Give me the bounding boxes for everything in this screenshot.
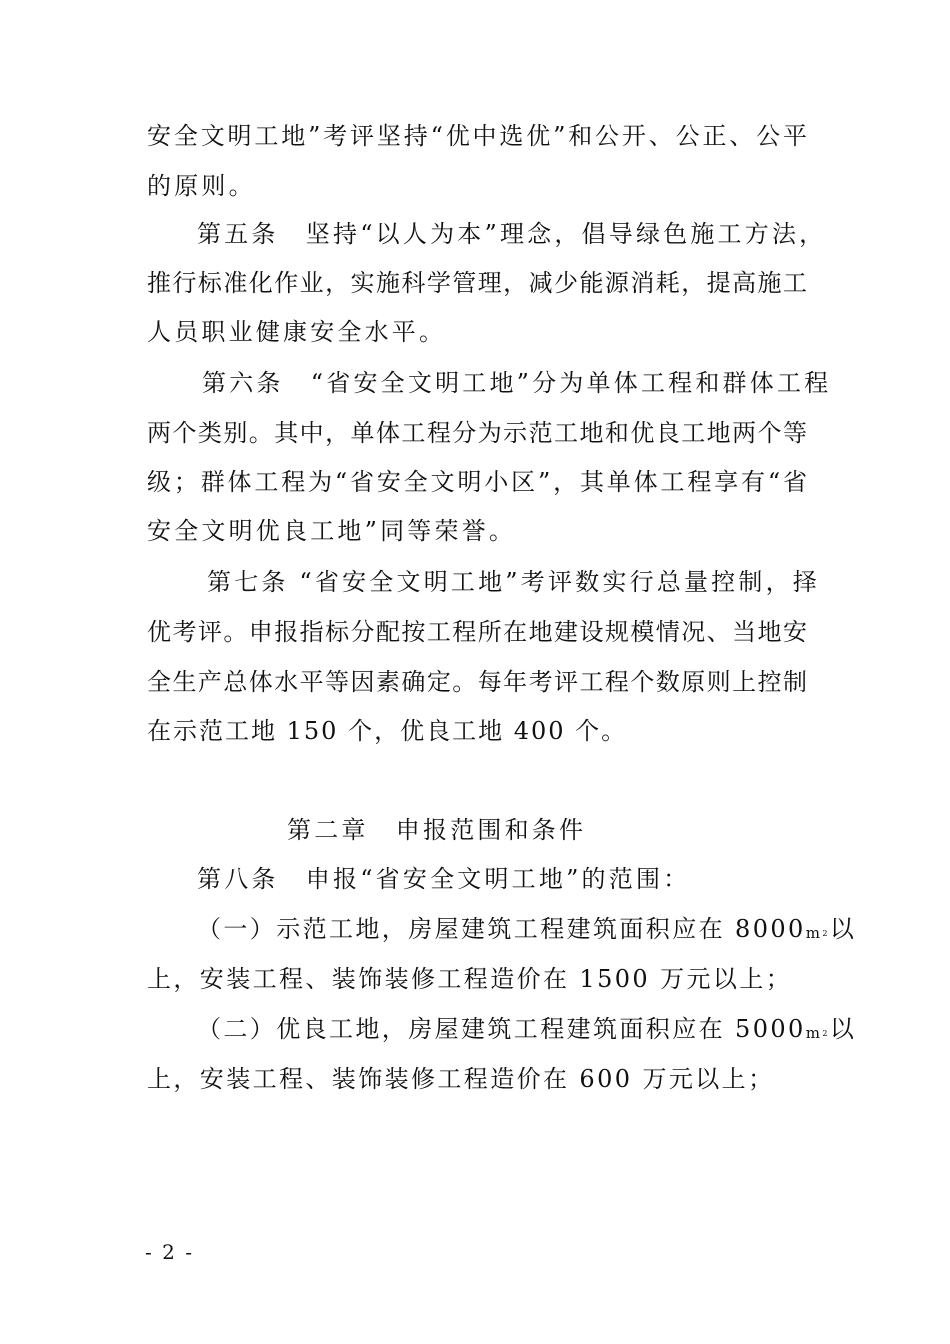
paragraph-line: 上，安装工程、装饰装修工程造价在 1500 万元以上； [147,965,793,993]
item-2-line [197,1014,856,1048]
chapter-heading: 第二章 申报范围和条件 [287,816,587,844]
page-number: - 2 - [145,1240,194,1264]
square-meter-unit: $m^2$ [805,1024,830,1042]
paragraph-line: 的原则。 [147,172,256,200]
paragraph-line: 推行标准化作业，实施科学管理，减少能源消耗，提高施工 [147,269,807,297]
item-2-suffix: 以 [829,1015,857,1043]
paragraph-line: 全生产总体水平等因素确定。每年考评工程个数原则上控制 [147,668,807,696]
item-2-text: （二）优良工地，房屋建筑工程建筑面积应在 5000 [197,1015,806,1043]
item-1-suffix: 以 [829,915,857,943]
paragraph-line: 安全文明优良工地”同等荣誉。 [147,517,517,545]
paragraph-line: 上，安装工程、装饰装修工程造价在 600 万元以上； [147,1065,775,1093]
item-1-text: （一）示范工地，房屋建筑工程建筑面积应在 8000 [197,915,806,943]
item-1-line [197,914,856,948]
paragraph-line: 人员职业健康安全水平。 [147,318,447,346]
square-meter-unit: $m^2$ [805,924,830,942]
paragraph-line: 优考评。申报指标分配按工程所在地建设规模情况、当地安 [147,618,807,646]
paragraph-line: 两个类别。其中，单体工程分为示范工地和优良工地两个等 [147,419,807,447]
article-6-line: 第六条 “省安全文明工地”分为单体工程和群体工程 [202,369,832,397]
article-8-line: 第八条 申报“省安全文明工地”的范围： [197,865,691,893]
article-7-line: 第七条 “省安全文明工地”考评数实行总量控制，择 [207,568,820,596]
paragraph-line: 在示范工地 150 个，优良工地 400 个。 [147,717,628,745]
paragraph-line: 安全文明工地”考评坚持“优中选优”和公开、公正、公平 [147,122,807,150]
paragraph-line: 级；群体工程为“省安全文明小区”，其单体工程享有“省 [147,468,807,496]
article-5-line: 第五条 坚持“以人为本”理念，倡导绿色施工方法， [197,220,827,248]
